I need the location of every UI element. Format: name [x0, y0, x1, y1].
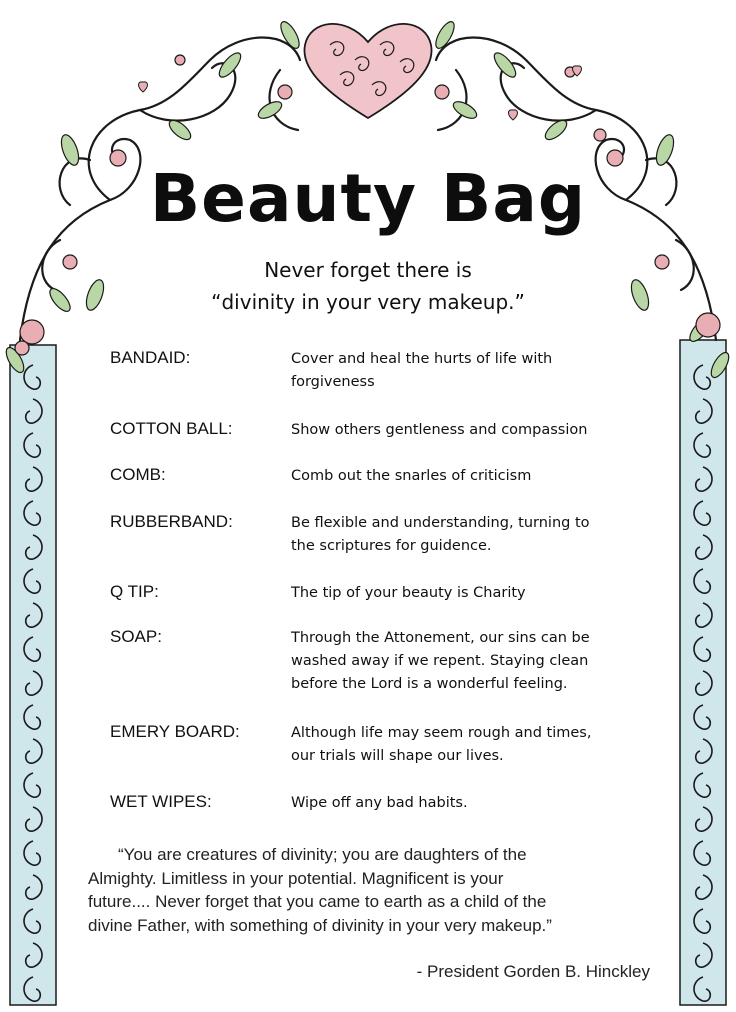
- item-term: EMERY BOARD:: [110, 722, 240, 741]
- item-definition: [291, 792, 666, 815]
- definition-line: before the Lord is a wonderful feeling.: [291, 676, 568, 692]
- item-definition: [291, 722, 666, 768]
- definition-line: Cover and heal the hurts of life with: [291, 351, 553, 367]
- definition-line: Be flexible and understanding, turning to: [291, 515, 590, 531]
- right-pillar: [680, 340, 726, 1005]
- quote-line: “You are creatures of divinity; you are daughters of the: [118, 845, 527, 864]
- item-definition: [291, 465, 666, 488]
- definition-line: Wipe off any bad habits.: [291, 795, 468, 811]
- item-term: SOAP:: [110, 627, 162, 646]
- quote-line: Almighty. Limitless in your potential. Magnificent is your: [88, 868, 504, 888]
- definition-line: Show others gentleness and compassion: [291, 422, 588, 438]
- heart-ornament-icon: [304, 24, 431, 118]
- definition-line: Through the Attonement, our sins can be: [291, 630, 590, 646]
- item-definition: [291, 582, 666, 605]
- definition-line: the scriptures for guidence.: [291, 538, 492, 554]
- item-term: RUBBERBAND:: [110, 512, 233, 531]
- item-definition: [291, 419, 666, 442]
- item-term: WET WIPES:: [110, 792, 212, 811]
- definition-line: The tip of your beauty is Charity: [291, 585, 526, 601]
- item-definition: [291, 627, 666, 696]
- definition-line: our trials will shape our lives.: [291, 748, 504, 764]
- quote-line: divine Father, with something of divinity in your very makeup.”: [88, 915, 552, 935]
- subtitle-line-2: “divinity in your very makeup.”: [211, 290, 525, 314]
- item-term: COTTON BALL:: [110, 419, 233, 438]
- quote-line: future.... Never forget that you came to earth as a child of the: [88, 892, 547, 911]
- definition-line: Although life may seem rough and times,: [291, 725, 592, 741]
- item-definition: [291, 348, 666, 394]
- definition-line: Comb out the snarles of criticism: [291, 468, 532, 484]
- definition-line: forgiveness: [291, 374, 375, 390]
- page-title: Beauty Bag: [149, 160, 587, 237]
- item-term: Q TIP:: [110, 582, 159, 601]
- quote-attribution: - President Gorden B. Hinckley: [416, 962, 650, 981]
- subtitle-line-1: Never forget there is: [264, 258, 472, 282]
- item-definition: [291, 512, 666, 558]
- item-term: BANDAID:: [110, 348, 191, 367]
- definition-line: washed away if we repent. Staying clean: [291, 653, 589, 669]
- left-pillar: [10, 345, 56, 1005]
- item-term: COMB:: [110, 465, 166, 484]
- hinckley-quote: [88, 843, 648, 937]
